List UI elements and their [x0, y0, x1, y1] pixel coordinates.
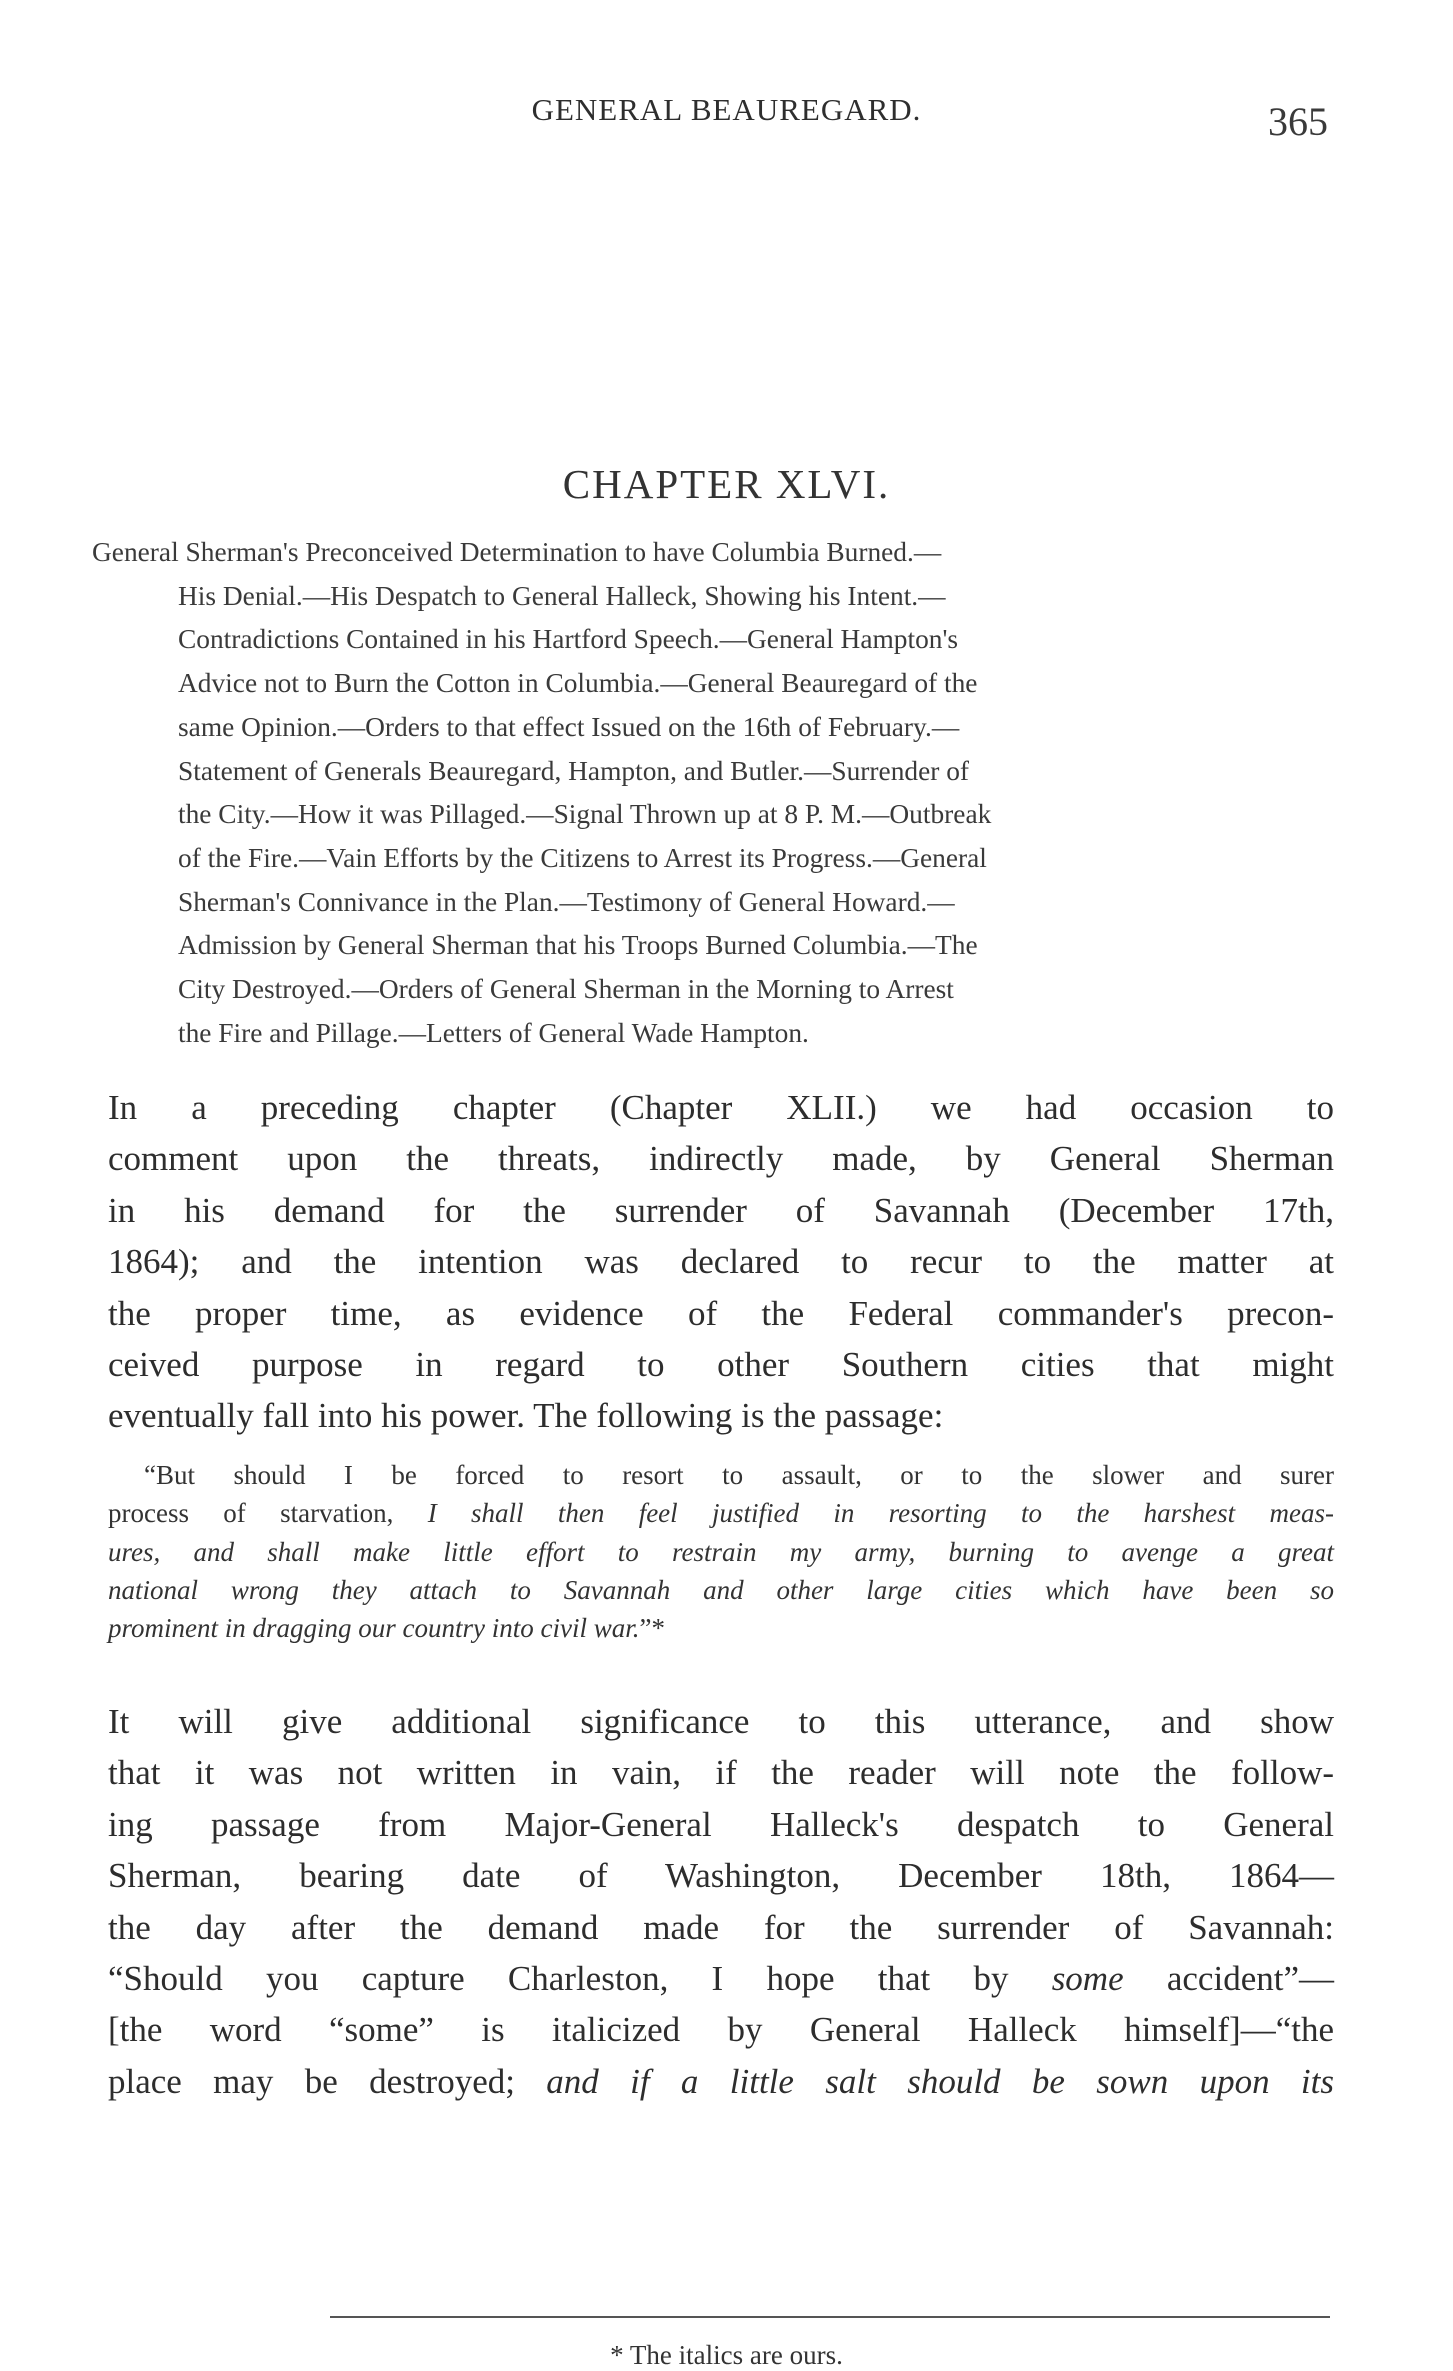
footnote-divider	[330, 2316, 1330, 2318]
block-quote	[108, 1456, 1334, 1647]
synopsis-line: General Sherman's Preconceived Determination to have Columbia Burned.—	[92, 537, 942, 567]
text-line: in his demand for the surrender of Savannah (December 17th,	[108, 1190, 1334, 1230]
text-line	[108, 2056, 1334, 2107]
text-line: Sherman, bearing date of Washington, December 18th, 1864—	[108, 1856, 1334, 1896]
text-line: [the word “some” is italicized by General Halleck himself]—“the	[108, 2010, 1334, 2050]
quote-line: “But should I be forced to resort to assault, or to the slower and surer	[144, 1460, 1334, 1490]
synopsis-line: the Fire and Pillage.—Letters of General Wade Hampton.	[178, 1017, 809, 1048]
quote-italic-text: prominent in dragging our country into civil war.	[108, 1613, 640, 1644]
synopsis-line: of the Fire.—Vain Efforts by the Citizens to Arrest its Progress.—General	[178, 842, 987, 873]
paragraph-intro	[108, 1082, 1334, 1442]
synopsis-line: Admission by General Sherman that his Troops Burned Columbia.—The	[178, 930, 978, 961]
text-line	[108, 1953, 1334, 2004]
running-head: GENERAL BEAUREGARD.	[531, 92, 922, 127]
synopsis-line: Advice not to Burn the Cotton in Columbia.—General Beauregard of the	[178, 668, 978, 699]
synopsis-line: Sherman's Connivance in the Plan.—Testimony of General Howard.—	[178, 886, 955, 917]
text-line: that it was not written in vain, if the reader will note the follow-	[108, 1753, 1334, 1793]
synopsis-line: Statement of Generals Beauregard, Hampton, and Butler.—Surrender of	[178, 755, 970, 786]
text-run: accident”—	[1123, 1959, 1334, 1999]
synopsis-line: City Destroyed.—Orders of General Sherman in the Morning to Arrest	[178, 974, 954, 1005]
footnote-marker: ”*	[639, 1613, 665, 1644]
quote-italic-text: I shall then feel justified in resorting to the harshest meas-	[427, 1498, 1334, 1529]
quote-line	[108, 1533, 1334, 1571]
text-line: the proper time, as evidence of the Federal commander's precon-	[108, 1293, 1334, 1333]
quote-italic-text: ures, and shall make little effort to restrain my army, burning to avenge a great	[108, 1536, 1334, 1567]
synopsis-line: same Opinion.—Orders to that effect Issued on the 16th of February.—	[178, 711, 960, 742]
text-line: In a preceding chapter (Chapter XLII.) we had occasion to	[108, 1088, 1334, 1127]
quote-italic-text: national wrong they attach to Savannah and other large cities which have been so	[108, 1574, 1334, 1605]
quote-line	[108, 1494, 1334, 1532]
text-line: 1864); and the intention was declared to recur to the matter at	[108, 1242, 1334, 1282]
quote-line	[108, 1571, 1334, 1609]
text-line: It will give additional significance to this utterance, and show	[108, 1702, 1334, 1741]
italic-text: some	[1051, 1959, 1124, 1999]
quote-line	[108, 1609, 1334, 1647]
text-line: comment upon the threats, indirectly made, by General Sherman	[108, 1139, 1334, 1179]
text-run: place may be destroyed;	[108, 2061, 547, 2101]
text-line: the day after the demand made for the surrender of Savannah:	[108, 1907, 1334, 1947]
chapter-title: CHAPTER XLVI.	[562, 461, 891, 507]
italic-text: and if a little salt should be sown upon its	[546, 2061, 1334, 2101]
synopsis-line: Contradictions Contained in his Hartford Speech.—General Hampton's	[178, 624, 959, 655]
page-number: 365	[1268, 99, 1328, 144]
paragraph-halleck	[108, 1696, 1334, 2107]
quote-text: process of starvation,	[108, 1498, 428, 1529]
text-line: ceived purpose in regard to other Southern cities that might	[108, 1345, 1334, 1385]
synopsis-line: His Denial.—His Despatch to General Halleck, Showing his Intent.—	[178, 580, 946, 611]
chapter-synopsis	[92, 531, 1348, 1055]
text-run: “Should you capture Charleston, I hope that by	[108, 1959, 1052, 1999]
text-line: eventually fall into his power. The following is the passage:	[108, 1396, 944, 1436]
synopsis-line: the City.—How it was Pillaged.—Signal Thrown up at 8 P. M.—Outbreak	[178, 799, 992, 830]
text-line: ing passage from Major-General Halleck's despatch to General	[108, 1804, 1334, 1844]
footnote: * The italics are ours.	[610, 2340, 843, 2370]
